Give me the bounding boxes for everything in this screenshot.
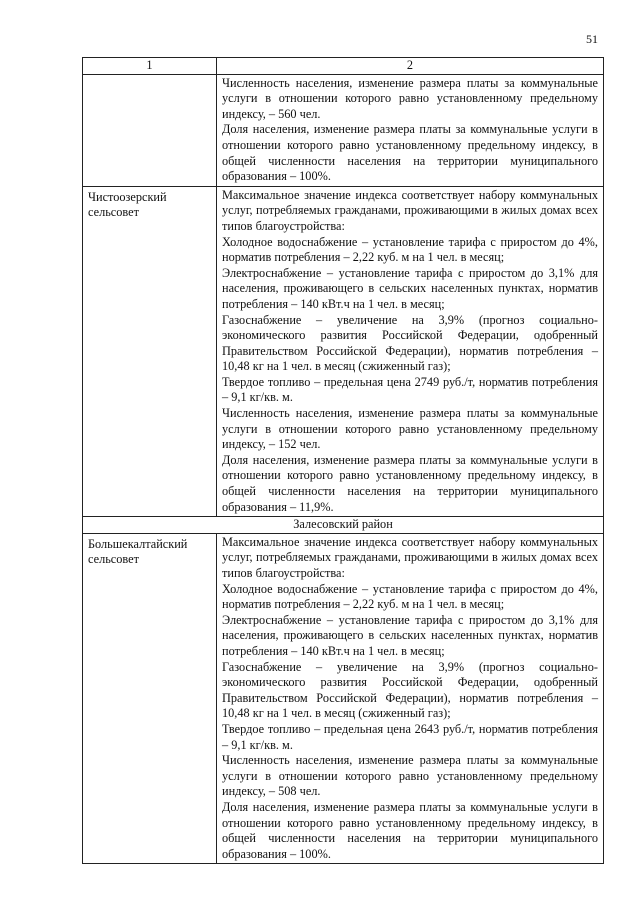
paragraph: Численность населения, изменение размера платы за коммунальные услуги в отношении которого равно установленному предельному индексу, – 508 чел. — [222, 753, 598, 799]
table-row — [83, 533, 604, 863]
description-cell — [217, 533, 604, 863]
municipality-name: Чистоозерский сельсовет — [88, 189, 167, 220]
paragraph: Доля населения, изменение размера платы за коммунальные услуги в отношении которого равно установленному предельному индексу, в общей численности населения на территории муниципального образования – 11,9%. — [222, 452, 598, 514]
paragraph: Доля населения, изменение размера платы за коммунальные услуги в отношении которого равно установленному предельному индексу, в общей численности населения на территории муниципального образования – 100%. — [222, 799, 598, 861]
column-1-header: 1 — [83, 58, 217, 75]
description-cell — [217, 74, 604, 186]
municipality-cell — [83, 533, 217, 863]
table-row — [83, 186, 604, 516]
paragraph: Максимальное значение индекса соответствует набору коммунальных услуг, потребляемых гражданами, проживающими в жилых домах всех типов благоустройства: — [222, 534, 598, 580]
paragraph: Холодное водоснабжение – установление тарифа с приростом до 4%, норматив потребления – 2,22 куб. м на 1 чел. в месяц; — [222, 234, 598, 265]
paragraph: Доля населения, изменение размера платы за коммунальные услуги в отношении которого равно установленному предельному индексу, в общей численности населения на территории муниципального образования – 100%. — [222, 122, 598, 184]
municipality-name: Большекалтайский сельсовет — [88, 536, 188, 567]
table-header-row — [83, 58, 604, 75]
description-cell — [217, 186, 604, 516]
municipality-cell — [83, 74, 217, 186]
paragraph: Максимальное значение индекса соответствует набору коммунальных услуг, потребляемых гражданами, проживающими в жилых домах всех типов благоустройства: — [222, 187, 598, 233]
paragraph: Холодное водоснабжение – установление тарифа с приростом до 4%, норматив потребления – 2,22 куб. м на 1 чел. в месяц; — [222, 581, 598, 612]
paragraph: Твердое топливо – предельная цена 2749 руб./т, норматив потребления – 9,1 кг/кв. м. — [222, 374, 598, 405]
column-2-header: 2 — [217, 58, 604, 75]
municipality-cell — [83, 186, 217, 516]
table-row — [83, 74, 604, 186]
paragraph: Электроснабжение – установление тарифа с приростом до 3,1% для населения, проживающего в сельских населенных пунктах, норматив потребления – 140 кВт.ч на 1 чел. в месяц; — [222, 265, 598, 311]
indices-table — [82, 57, 604, 864]
paragraph: Численность населения, изменение размера платы за коммунальные услуги в отношении которого равно установленному предельному индексу, – 152 чел. — [222, 406, 598, 452]
region-title: Залесовский район — [83, 517, 604, 534]
paragraph: Газоснабжение – увеличение на 3,9% (прогноз социально-экономического развития Российской Федерации, одобренный Правительством Российской Федерации), норматив потребления – 10,48 кг на 1 чел. в месяц (сжиженный газ); — [222, 659, 598, 721]
region-row — [83, 517, 604, 534]
paragraph: Твердое топливо – предельная цена 2643 руб./т, норматив потребления – 9,1 кг/кв. м. — [222, 721, 598, 752]
paragraph: Численность населения, изменение размера платы за коммунальные услуги в отношении которого равно установленному предельному индексу, – 560 чел. — [222, 75, 598, 121]
paragraph: Газоснабжение – увеличение на 3,9% (прогноз социально-экономического развития Российской Федерации, одобренный Правительством Российской Федерации), норматив потребления – 10,48 кг на 1 чел. в месяц (сжиженный газ); — [222, 312, 598, 374]
page-number: 51 — [586, 32, 598, 46]
paragraph: Электроснабжение – установление тарифа с приростом до 3,1% для населения, проживающего в сельских населенных пунктах, норматив потребления – 140 кВт.ч на 1 чел. в месяц; — [222, 612, 598, 658]
